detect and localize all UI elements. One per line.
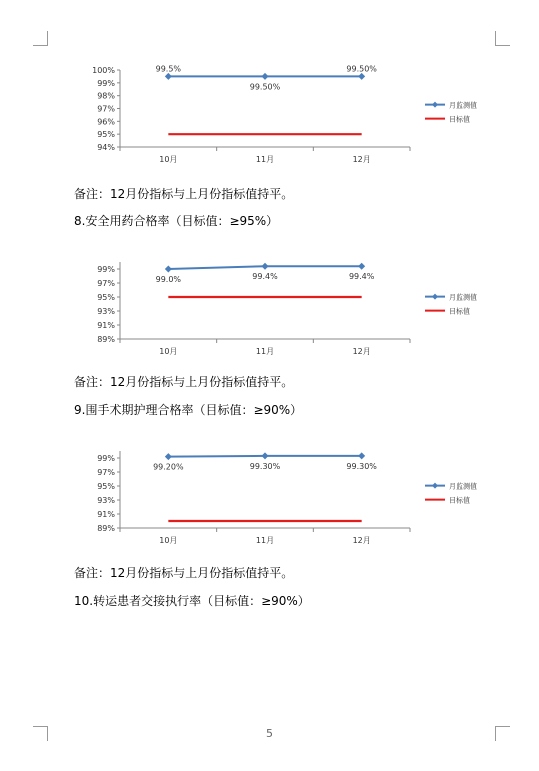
y-tick-label: 97% — [97, 104, 115, 114]
y-tick-label: 94% — [97, 143, 115, 152]
page-number: 5 — [266, 727, 273, 740]
chart-1-svg — [80, 60, 480, 170]
x-tick-label: 10月 — [159, 536, 178, 545]
legend-monitor-label: 月监测值 — [449, 293, 477, 302]
chart-1 — [80, 60, 480, 170]
y-tick-label: 98% — [97, 91, 115, 101]
note-1: 备注：12月份指标与上月份指标值持平。 — [74, 187, 294, 201]
monitor-marker — [358, 73, 365, 80]
y-tick-label: 89% — [97, 524, 115, 533]
y-tick-label: 99% — [97, 265, 115, 274]
monitor-marker — [262, 452, 269, 459]
y-tick-label: 95% — [97, 482, 115, 491]
monitor-marker — [358, 263, 365, 270]
chart-3 — [80, 441, 480, 551]
x-tick-label: 10月 — [159, 155, 178, 164]
y-tick-label: 95% — [97, 130, 115, 140]
monitor-marker — [358, 452, 365, 459]
chart-2 — [80, 252, 480, 362]
note-3: 备注：12月份指标与上月份指标值持平。 — [74, 566, 294, 580]
legend-target-label: 目标值 — [449, 307, 470, 316]
legend-monitor-marker — [432, 294, 438, 300]
data-label: 99.30% — [346, 461, 377, 471]
heading-10: 10.转运患者交接执行率（目标值：≥90%） — [74, 594, 310, 608]
legend-target-label: 目标值 — [449, 115, 470, 124]
x-tick-label: 12月 — [352, 536, 371, 545]
data-label: 99.50% — [346, 64, 377, 74]
y-tick-label: 93% — [97, 307, 115, 316]
x-tick-label: 11月 — [255, 347, 275, 356]
y-tick-label: 95% — [97, 293, 115, 302]
data-label: 99.4% — [252, 272, 278, 282]
monitor-marker — [165, 73, 172, 80]
y-tick-label: 91% — [97, 510, 115, 519]
data-label: 99.50% — [249, 82, 281, 92]
chart-3-svg — [80, 441, 480, 551]
y-tick-label: 99% — [97, 78, 115, 88]
y-tick-label: 97% — [97, 468, 115, 477]
y-tick-label: 100% — [92, 66, 115, 75]
x-tick-label: 12月 — [352, 347, 371, 356]
corner-mark-top-right — [495, 31, 510, 46]
y-tick-label: 96% — [97, 117, 115, 127]
data-label: 99.30% — [249, 461, 281, 471]
heading-8: 8.安全用药合格率（目标值：≥95%） — [74, 214, 279, 228]
legend-monitor-marker — [432, 483, 438, 489]
legend-monitor-label: 月监测值 — [449, 482, 477, 491]
monitor-marker — [262, 73, 269, 80]
legend-monitor-label: 月监测值 — [449, 101, 477, 110]
data-label: 99.4% — [348, 272, 375, 282]
y-tick-label: 97% — [97, 279, 115, 288]
chart-2-svg — [80, 252, 480, 362]
corner-mark-top-left — [33, 31, 48, 46]
note-2: 备注：12月份指标与上月份指标值持平。 — [74, 375, 294, 389]
heading-9: 9.围手术期护理合格率（目标值：≥90%） — [74, 403, 303, 417]
monitor-marker — [165, 453, 172, 460]
monitor-marker — [262, 263, 269, 270]
y-tick-label: 99% — [97, 454, 115, 463]
data-label: 99.5% — [155, 64, 182, 74]
data-label: 99.0% — [155, 275, 182, 284]
x-tick-label: 11月 — [255, 155, 275, 164]
monitor-marker — [165, 266, 172, 273]
legend-target-label: 目标值 — [449, 496, 470, 505]
x-tick-label: 12月 — [352, 155, 371, 164]
x-tick-label: 10月 — [159, 347, 178, 356]
x-tick-label: 11月 — [255, 536, 275, 545]
y-tick-label: 93% — [97, 496, 115, 505]
data-label: 99.20% — [153, 462, 184, 472]
legend-monitor-marker — [432, 102, 438, 108]
y-tick-label: 89% — [97, 335, 115, 344]
y-tick-label: 91% — [97, 321, 115, 330]
